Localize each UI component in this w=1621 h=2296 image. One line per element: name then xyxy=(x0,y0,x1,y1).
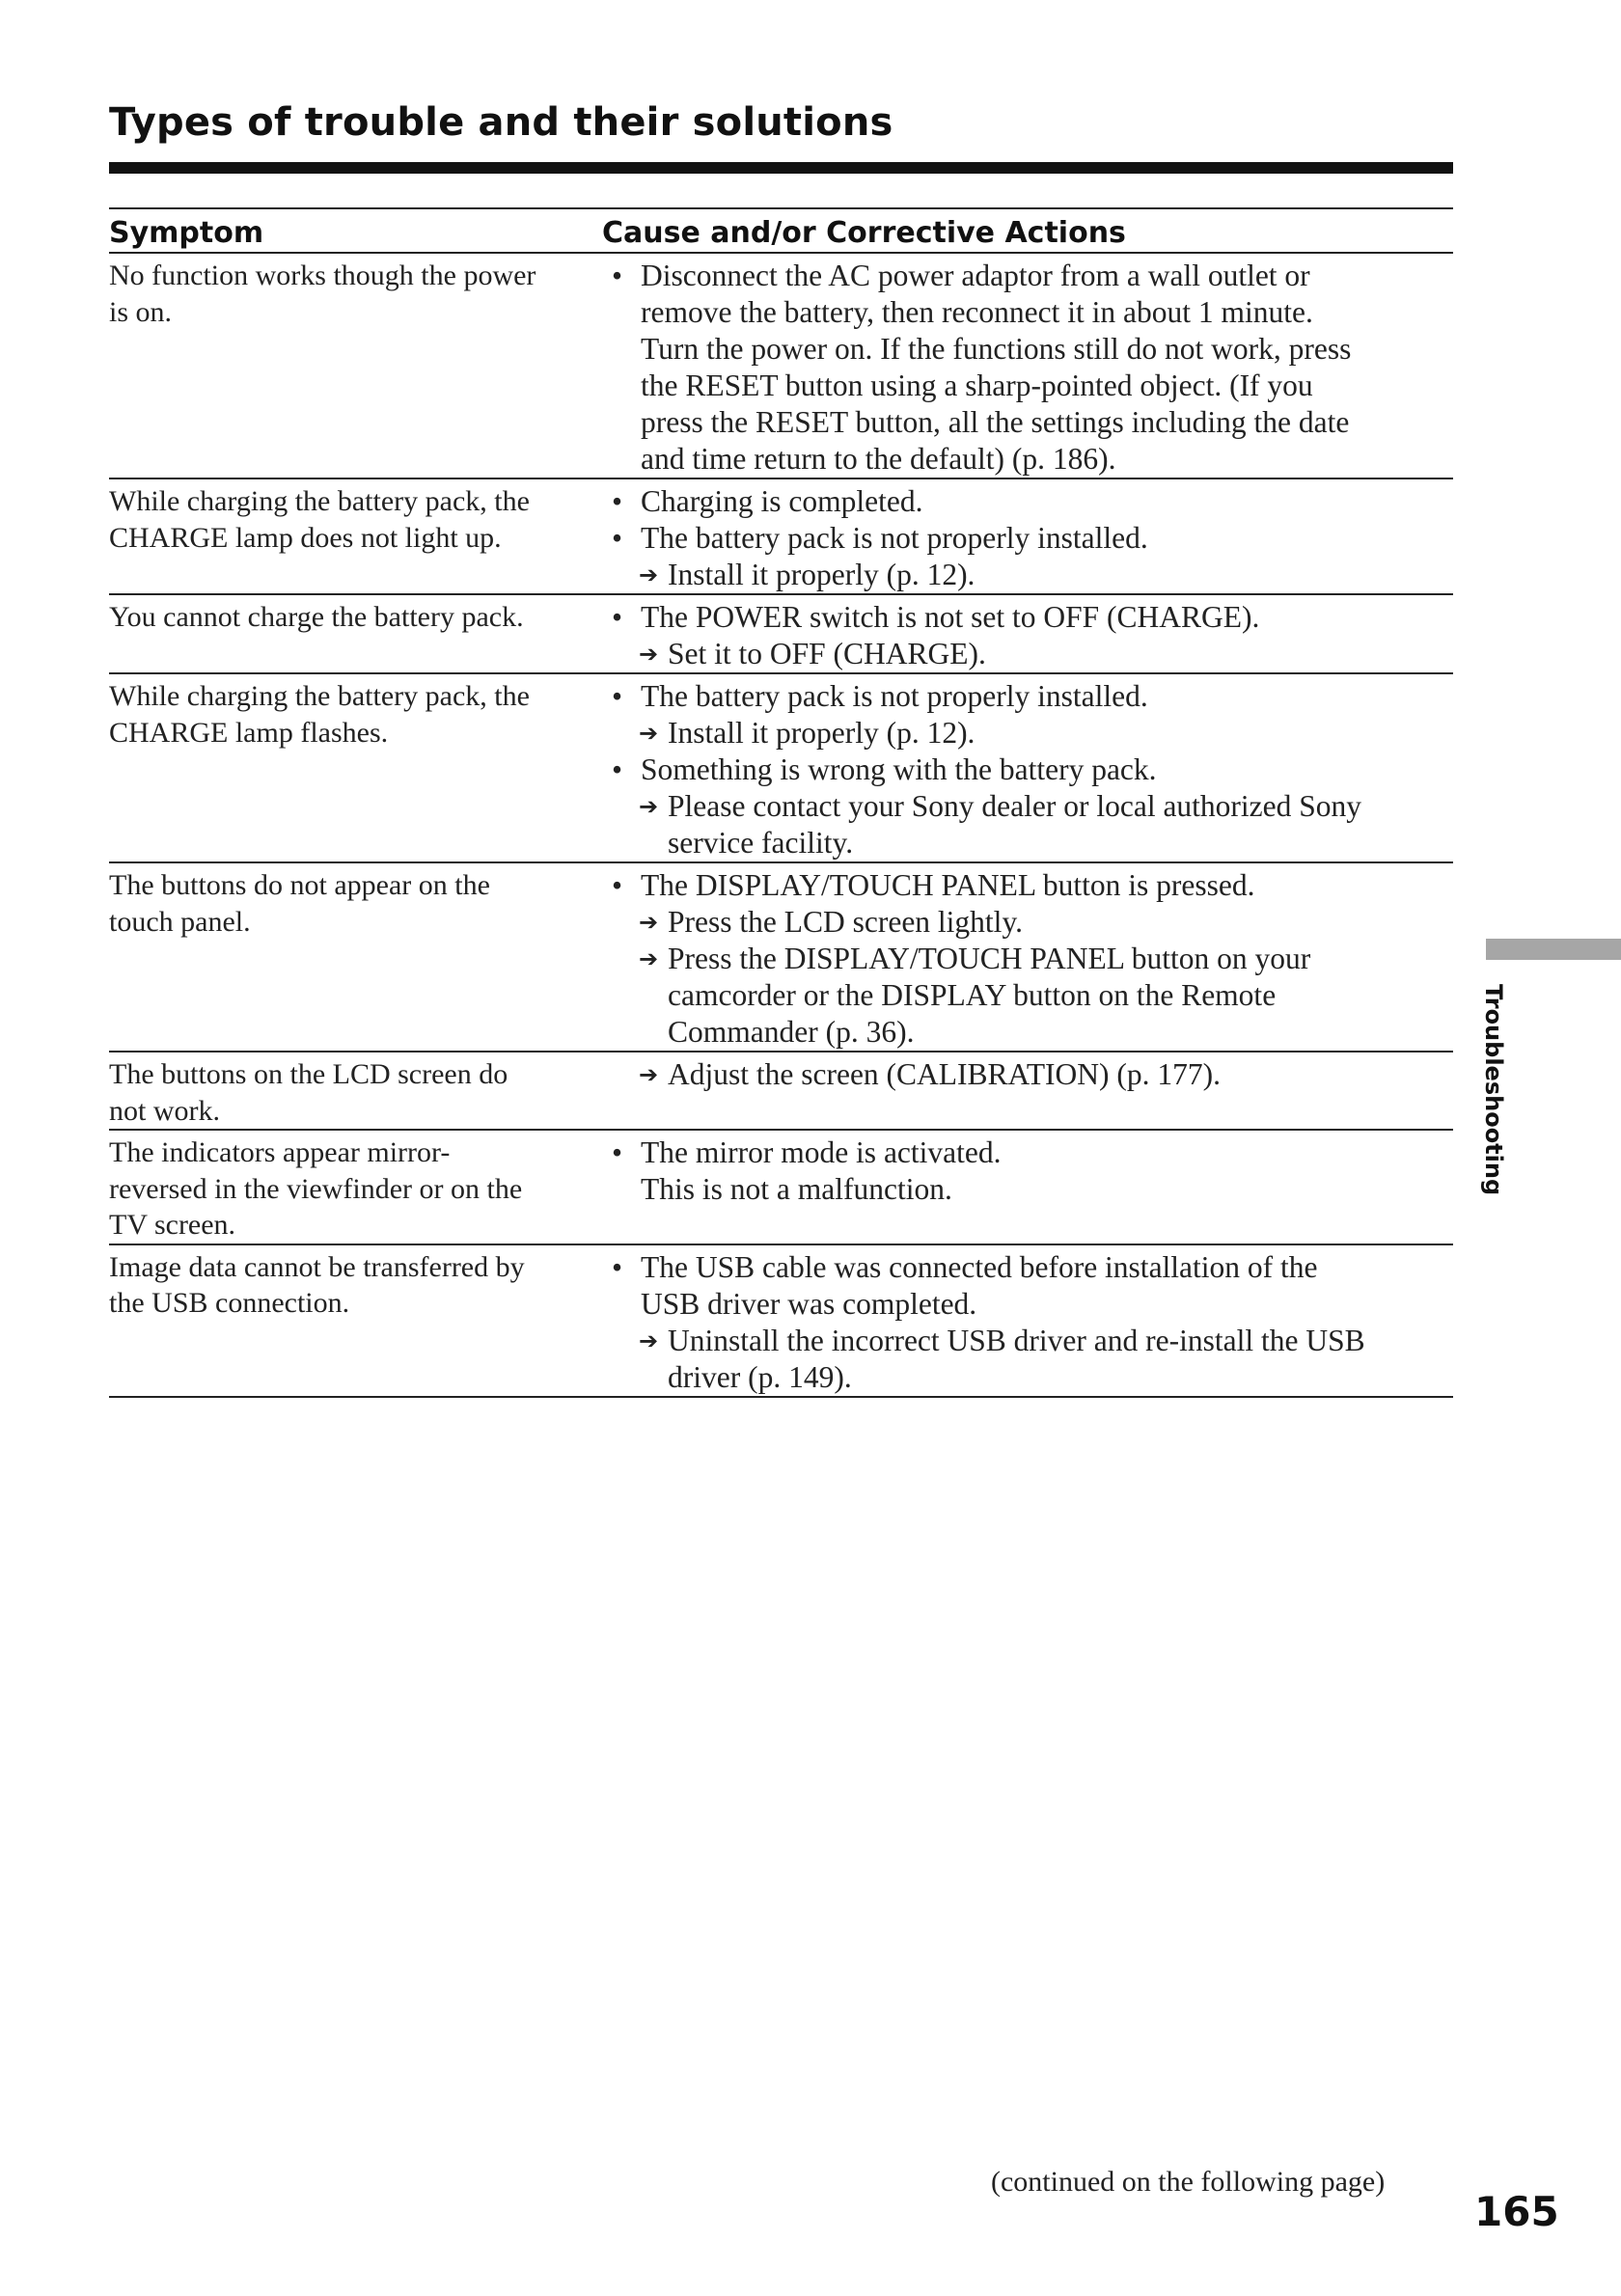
table-row xyxy=(109,1052,1453,1131)
header-symptom: Symptom xyxy=(109,215,264,250)
cause-cell xyxy=(602,1245,1453,1396)
cause-cell xyxy=(602,1131,1453,1244)
symptom-line: reversed in the viewfinder or on the xyxy=(109,1172,523,1205)
cause-text: Press the LCD screen lightly. xyxy=(668,905,1024,939)
action-item xyxy=(602,788,1453,825)
cause-cell xyxy=(602,674,1453,861)
symptom-cell xyxy=(109,1052,602,1129)
section-tab-label xyxy=(1476,984,1515,1196)
arrow-right-icon: ➔ xyxy=(639,561,659,588)
cause-text: Uninstall the incorrect USB driver and re-install the USB xyxy=(668,1323,1365,1357)
table-row xyxy=(109,1245,1453,1398)
symptom-line: You cannot charge the battery pack. xyxy=(109,601,524,633)
symptom-line: the USB connection. xyxy=(109,1287,350,1319)
cause-text: Install it properly (p. 12). xyxy=(668,716,975,750)
symptom-cell xyxy=(109,1131,602,1244)
cause-text: camcorder or the DISPLAY button on the Remote xyxy=(668,978,1277,1012)
bullet-continuation xyxy=(602,331,1453,368)
cause-text: Install it properly (p. 12). xyxy=(668,558,975,591)
cause-text: The mirror mode is activated. xyxy=(641,1135,1002,1169)
cause-text: Commander (p. 36). xyxy=(668,1015,915,1049)
bullet-item xyxy=(602,867,1453,904)
cause-text: the RESET button using a sharp-pointed object. (If you xyxy=(641,369,1313,402)
arrow-right-icon: ➔ xyxy=(639,793,659,820)
action-continuation xyxy=(602,1014,1453,1051)
troubleshooting-table xyxy=(109,207,1453,1398)
arrow-right-icon: ➔ xyxy=(639,1061,659,1088)
action-continuation xyxy=(602,1359,1453,1396)
bullet-continuation xyxy=(602,441,1453,478)
action-item xyxy=(602,1056,1453,1093)
cause-text: remove the battery, then reconnect it in about 1 minute. xyxy=(641,295,1313,329)
note-line xyxy=(602,1171,1453,1208)
symptom-cell xyxy=(109,254,602,478)
symptom-line: TV screen. xyxy=(109,1209,236,1241)
cause-text: and time return to the default) (p. 186). xyxy=(641,442,1116,476)
title-rule xyxy=(109,162,1453,174)
bullet-item xyxy=(602,1249,1453,1286)
symptom-line: Image data cannot be transferred by xyxy=(109,1250,525,1283)
cause-text: Something is wrong with the battery pack. xyxy=(641,752,1157,786)
action-continuation xyxy=(602,977,1453,1014)
bullet-item xyxy=(602,520,1453,557)
bullet-icon: • xyxy=(612,752,623,786)
cause-cell xyxy=(602,254,1453,478)
cause-cell xyxy=(602,863,1453,1051)
cause-text: press the RESET button, all the settings including the date xyxy=(641,405,1350,439)
symptom-cell xyxy=(109,595,602,672)
bullet-item xyxy=(602,599,1453,636)
symptom-line: While charging the battery pack, the xyxy=(109,485,530,517)
cause-text: USB driver was completed. xyxy=(641,1286,977,1321)
table-row xyxy=(109,674,1453,863)
bullet-icon: • xyxy=(612,484,623,518)
page-title: Types of trouble and their solutions xyxy=(109,100,893,145)
table-row xyxy=(109,863,1453,1052)
section-tab-text: Troubleshooting xyxy=(1480,984,1507,1196)
symptom-line: While charging the battery pack, the xyxy=(109,680,530,712)
header-cause: Cause and/or Corrective Actions xyxy=(602,215,1126,250)
continued-note: (continued on the following page) xyxy=(991,2166,1386,2198)
arrow-right-icon: ➔ xyxy=(639,720,659,747)
symptom-line: The indicators appear mirror- xyxy=(109,1136,451,1168)
bullet-icon: • xyxy=(612,600,623,634)
bullet-icon: • xyxy=(612,521,623,555)
symptom-cell xyxy=(109,863,602,1051)
cause-text: The battery pack is not properly installed. xyxy=(641,521,1148,555)
cause-text: Disconnect the AC power adaptor from a wall outlet or xyxy=(641,259,1310,292)
bullet-continuation xyxy=(602,368,1453,404)
table-row xyxy=(109,479,1453,595)
symptom-line: CHARGE lamp flashes. xyxy=(109,716,389,749)
action-item xyxy=(602,557,1453,593)
cause-text: The battery pack is not properly installed. xyxy=(641,679,1148,713)
bullet-continuation xyxy=(602,404,1453,441)
cause-text: This is not a malfunction. xyxy=(641,1172,952,1206)
symptom-line: CHARGE lamp does not light up. xyxy=(109,521,502,554)
action-item xyxy=(602,715,1453,752)
cause-text: Adjust the screen (CALIBRATION) (p. 177). xyxy=(668,1057,1222,1091)
action-item xyxy=(602,941,1453,977)
bullet-item xyxy=(602,483,1453,520)
bullet-item xyxy=(602,1134,1453,1171)
symptom-line: is on. xyxy=(109,295,173,328)
symptom-line: not work. xyxy=(109,1094,220,1127)
table-header-row xyxy=(109,209,1453,254)
cause-text: service facility. xyxy=(668,826,854,860)
cause-cell xyxy=(602,595,1453,672)
symptom-line: The buttons on the LCD screen do xyxy=(109,1058,508,1090)
cause-text: Charging is completed. xyxy=(641,484,923,518)
cause-text: Turn the power on. If the functions still do not work, press xyxy=(641,332,1352,366)
symptom-cell xyxy=(109,1245,602,1396)
symptom-cell xyxy=(109,479,602,593)
cause-text: Set it to OFF (CHARGE). xyxy=(668,637,986,670)
cause-text: The USB cable was connected before installation of the xyxy=(641,1249,1318,1284)
symptom-line: touch panel. xyxy=(109,905,251,938)
page-number: 165 xyxy=(1474,2188,1559,2235)
cause-text: driver (p. 149). xyxy=(668,1359,852,1394)
action-item xyxy=(602,904,1453,941)
arrow-right-icon: ➔ xyxy=(639,909,659,936)
cause-text: Press the DISPLAY/TOUCH PANEL button on your xyxy=(668,942,1311,975)
cause-cell xyxy=(602,479,1453,593)
table-body xyxy=(109,254,1453,1398)
table-row xyxy=(109,1131,1453,1245)
arrow-right-icon: ➔ xyxy=(639,945,659,972)
symptom-cell xyxy=(109,674,602,861)
arrow-right-icon: ➔ xyxy=(639,641,659,668)
bullet-icon: • xyxy=(612,1135,623,1169)
action-item xyxy=(602,636,1453,672)
action-continuation xyxy=(602,825,1453,861)
bullet-icon: • xyxy=(612,679,623,713)
bullet-icon: • xyxy=(612,868,623,902)
symptom-line: No function works though the power xyxy=(109,260,536,291)
section-tab-marker xyxy=(1486,939,1621,960)
cause-cell xyxy=(602,1052,1453,1129)
table-row xyxy=(109,595,1453,674)
cause-text: The DISPLAY/TOUCH PANEL button is pressed. xyxy=(641,868,1255,902)
cause-text: The POWER switch is not set to OFF (CHARGE). xyxy=(641,600,1260,634)
arrow-right-icon: ➔ xyxy=(639,1326,659,1354)
symptom-line: The buttons do not appear on the xyxy=(109,869,490,901)
bullet-item xyxy=(602,678,1453,715)
bullet-icon: • xyxy=(612,259,623,292)
bullet-item xyxy=(602,752,1453,788)
table-row xyxy=(109,254,1453,479)
cause-text: Please contact your Sony dealer or local authorized Sony xyxy=(668,789,1362,823)
bullet-item xyxy=(602,258,1453,294)
bullet-continuation xyxy=(602,1286,1453,1323)
action-item xyxy=(602,1323,1453,1359)
bullet-icon: • xyxy=(612,1249,623,1284)
bullet-continuation xyxy=(602,294,1453,331)
